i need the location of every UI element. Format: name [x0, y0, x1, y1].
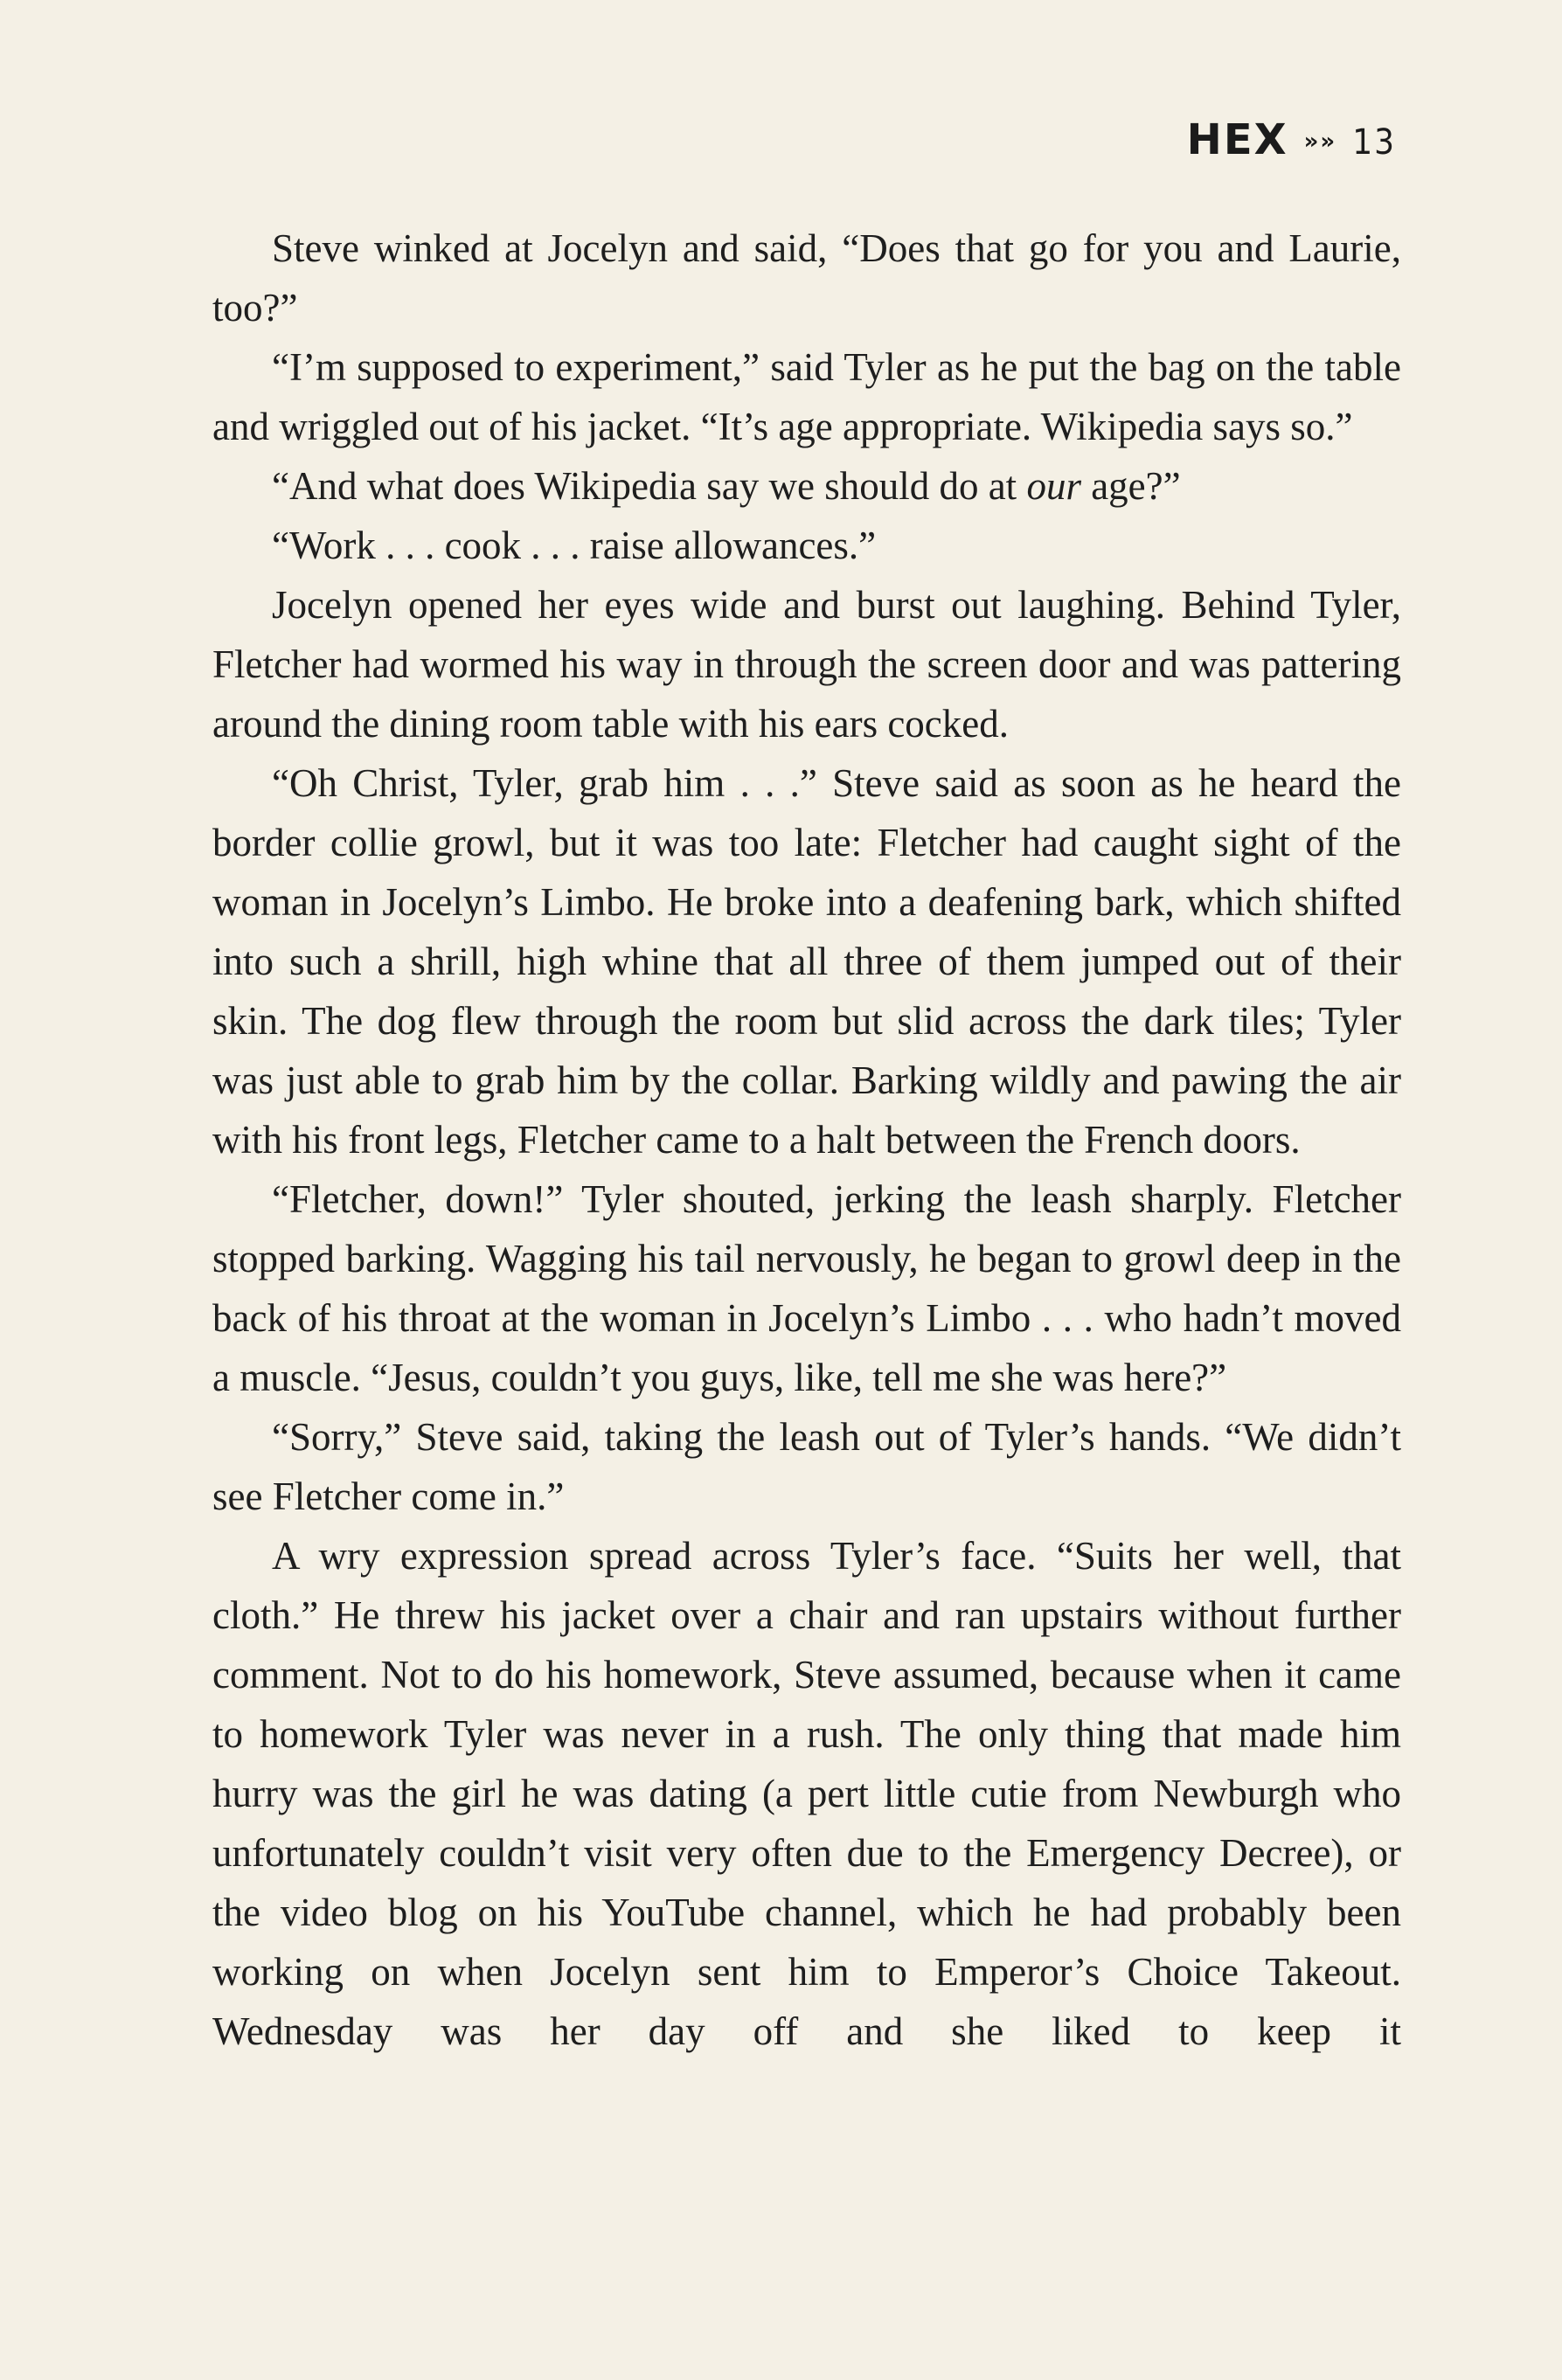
- paragraph: “I’m supposed to experiment,” said Tyler as he put the bag on the table and wriggled out of his jacket. “It’s age appropriate. Wikipedia says so.”: [212, 345, 1401, 448]
- paragraph: “Work . . . cook . . . raise allowances.”: [272, 524, 877, 567]
- book-title: HEX: [1186, 115, 1288, 164]
- paragraph-text: age?”: [1080, 464, 1181, 508]
- emphasis: our: [1026, 464, 1081, 508]
- paragraph: “Sorry,” Steve said, taking the leash out of Tyler’s hands. “We didn’t see Fletcher come in.”: [212, 1415, 1401, 1518]
- paragraph: Jocelyn opened her eyes wide and burst out laughing. Behind Tyler, Fletcher had wormed his way in through the screen door and was pattering around the dining room table with his ears cocked.: [212, 583, 1401, 746]
- paragraph: [212, 456, 1401, 516]
- paragraph: “Oh Christ, Tyler, grab him . . .” Steve said as soon as he heard the border collie growl, but it was too late: Fletcher had caught sight of the woman in Jocelyn’s Limbo. He broke into a deafening bark, which shifted into such a shrill, high whine that all three of them jumped out of their skin. The dog flew through the room but slid across the dark tiles; Tyler was just able to grab him by the collar. Barking wildly and pawing the air with his front legs, Fletcher came to a halt between the French doors.: [212, 761, 1401, 1162]
- body-text: [212, 219, 1401, 2061]
- paragraph-text: “And what does Wikipedia say we should do at: [272, 464, 1027, 508]
- paragraph: Steve winked at Jocelyn and said, “Does that go for you and Laurie, too?”: [212, 226, 1401, 330]
- running-head: [1187, 115, 1396, 164]
- page-number: 13: [1352, 122, 1396, 163]
- separator-glyph: »»: [1303, 128, 1337, 155]
- paragraph: “Fletcher, down!” Tyler shouted, jerking the leash sharply. Fletcher stopped barking. Wagging his tail nervously, he began to growl deep in the back of his throat at the woman in Jocelyn’s Limbo . . . who hadn’t moved a muscle. “Jesus, couldn’t you guys, like, tell me she was here?”: [212, 1177, 1401, 1399]
- paragraph: A wry expression spread across Tyler’s face. “Suits her well, that cloth.” He threw his jacket over a chair and ran upstairs without further comment. Not to do his homework, Steve assumed, because when it came to homework Tyler was never in a rush. The only thing that made him hurry was the girl he was dating (a pert little cutie from Newburgh who unfortunately couldn’t visit very often due to the Emergency Decree), or the video blog on his YouTube channel, which he had probably been working on when Jocelyn sent him to Emperor’s Choice Takeout. Wednesday was her day off and she liked to keep it: [212, 1534, 1401, 2053]
